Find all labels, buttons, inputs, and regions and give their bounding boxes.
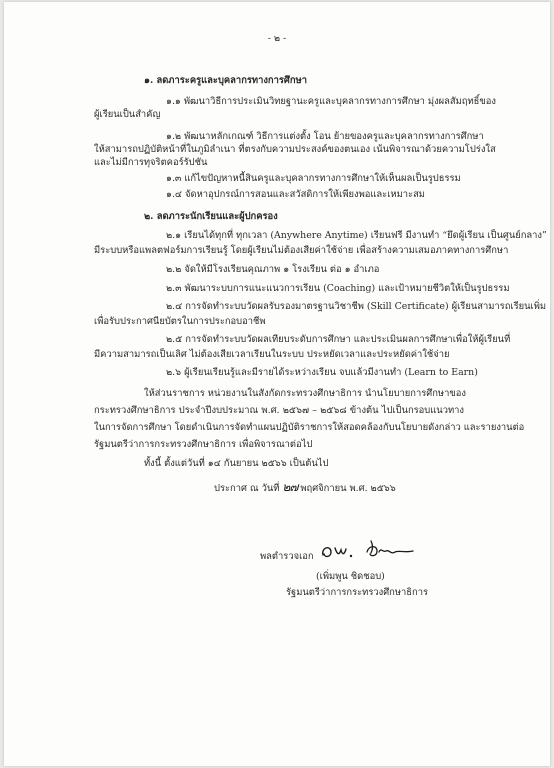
effective-date: ทั้งนี้ ตั้งแต่วันที่ ๑๔ กันยายน ๒๕๖๖ เป็นต้นไป bbox=[144, 458, 329, 469]
closing-line-4: รัฐมนตรีว่าการกระทรวงศึกษาธิการ เพื่อพิจารณาต่อไป bbox=[94, 439, 313, 450]
closing-line-1: ให้ส่วนราชการ หน่วยงานในสังกัดกระทรวงศึกษาธิการ นำนโยบายการศึกษาของ bbox=[144, 388, 466, 399]
section2-item-4-line-1: ๒.๔ การจัดทำระบบวัดผลรับรองมาตรฐานวิชาชีพ (Skill Certificate) ผู้เรียนสามารถเรียนเพิ่ม bbox=[166, 301, 547, 312]
section1-item-2-line-3: และไม่มีการทุจริตคอร์รัปชัน bbox=[94, 157, 208, 168]
section1-item-2-line-1: ๑.๒ พัฒนาหลักเกณฑ์ วิธีการแต่งตั้ง โอน ย้ายของครูและบุคลากรทางการศึกษา bbox=[166, 131, 484, 142]
section2-item-3: ๒.๓ พัฒนาระบบการแนะแนวการเรียน (Coaching) และเป้าหมายชีวิตให้เป็นรูปธรรม bbox=[166, 283, 510, 294]
handwritten-signature bbox=[319, 537, 419, 567]
handwritten-day: ๒๗ bbox=[282, 480, 298, 494]
signer-rank: พลตำรวจเอก bbox=[260, 551, 314, 562]
document-page bbox=[4, 2, 550, 766]
section2-item-1-line-1: ๒.๑ เรียนได้ทุกที่ ทุกเวลา (Anywhere Anytime) เรียนฟรี มีงานทำ “ยึดผู้เรียน เป็นศูนย์กลาง” bbox=[166, 230, 547, 241]
section2-item-1-line-2: มีระบบหรือแพลตฟอร์มการเรียนรู้ โดยผู้เรียนไม่ต้องเสียค่าใช้จ่าย เพื่อสร้างความเสมอภาคทางการศึกษา bbox=[94, 245, 509, 256]
section2-item-6: ๒.๖ ผู้เรียนเรียนรู้และมีรายได้ระหว่างเรียน จบแล้วมีงานทำ (Learn to Earn) bbox=[166, 367, 478, 378]
section2-item-5-line-1: ๒.๕ การจัดทำระบบวัดผลเทียบระดับการศึกษา และประเมินผลการศึกษาเพื่อให้ผู้เรียนที่ bbox=[166, 334, 511, 345]
announcement-prefix: ประกาศ ณ วันที่ bbox=[214, 483, 280, 494]
section1-item-4: ๑.๔ จัดหาอุปกรณ์การสอนและสวัสดิการให้เพียงพอและเหมาะสม bbox=[166, 189, 425, 200]
closing-line-3: ในการจัดการศึกษา โดยดำเนินการจัดทำแผนปฏิบัติราชการให้สอดคล้องกับนโยบายดังกล่าว และรายงานต่อ bbox=[94, 422, 525, 433]
section1-item-1-line-2: ผู้เรียนเป็นสำคัญ bbox=[94, 109, 161, 120]
section2-item-4-line-2: เพื่อรับประกาศนียบัตรในการประกอบอาชีพ bbox=[94, 316, 266, 327]
signer-position: รัฐมนตรีว่าการกระทรวงศึกษาธิการ bbox=[286, 587, 428, 598]
section2-item-5-line-2: มีความสามารถเป็นเลิศ ไม่ต้องเสียเวลาเรียนในระบบ ประหยัดเวลาและประหยัดค่าใช้จ่าย bbox=[94, 349, 450, 360]
section2-item-2: ๒.๒ จัดให้มีโรงเรียนคุณภาพ ๑ โรงเรียน ต่อ ๑ อำเภอ bbox=[166, 264, 380, 275]
announcement-date bbox=[214, 480, 396, 496]
section1-heading: ๑. ลดภาระครูและบุคลากรทางการศึกษา bbox=[144, 75, 307, 86]
section1-item-1-line-1: ๑.๑ พัฒนาวิธีการประเมินวิทยฐานะครูและบุคลากรทางการศึกษา มุ่งผลสัมฤทธิ์ของ bbox=[166, 96, 496, 107]
section1-item-2-line-2: ให้สามารถปฏิบัติหน้าที่ในภูมิลำเนา ที่ตรงกับความประสงค์ของตนเอง เน้นพิจารณาด้วยความโปร่งใส bbox=[94, 144, 496, 155]
announcement-suffix: พฤศจิกายน พ.ศ. ๒๕๖๖ bbox=[300, 483, 396, 494]
section1-item-3: ๑.๓ แก้ไขปัญหาหนี้สินครูและบุคลากรทางการศึกษาให้เห็นผลเป็นรูปธรรม bbox=[166, 173, 461, 184]
section2-heading: ๒. ลดภาระนักเรียนและผู้ปกครอง bbox=[144, 211, 278, 222]
page-number: - ๒ - bbox=[267, 33, 287, 44]
closing-line-2: กระทรวงศึกษาธิการ ประจำปีงบประมาณ พ.ศ. ๒๕๖๗ – ๒๕๖๘ ข้างต้น ไปเป็นกรอบแนวทาง bbox=[94, 405, 464, 416]
signer-name: (เพิ่มพูน ชิดชอบ) bbox=[316, 571, 385, 582]
